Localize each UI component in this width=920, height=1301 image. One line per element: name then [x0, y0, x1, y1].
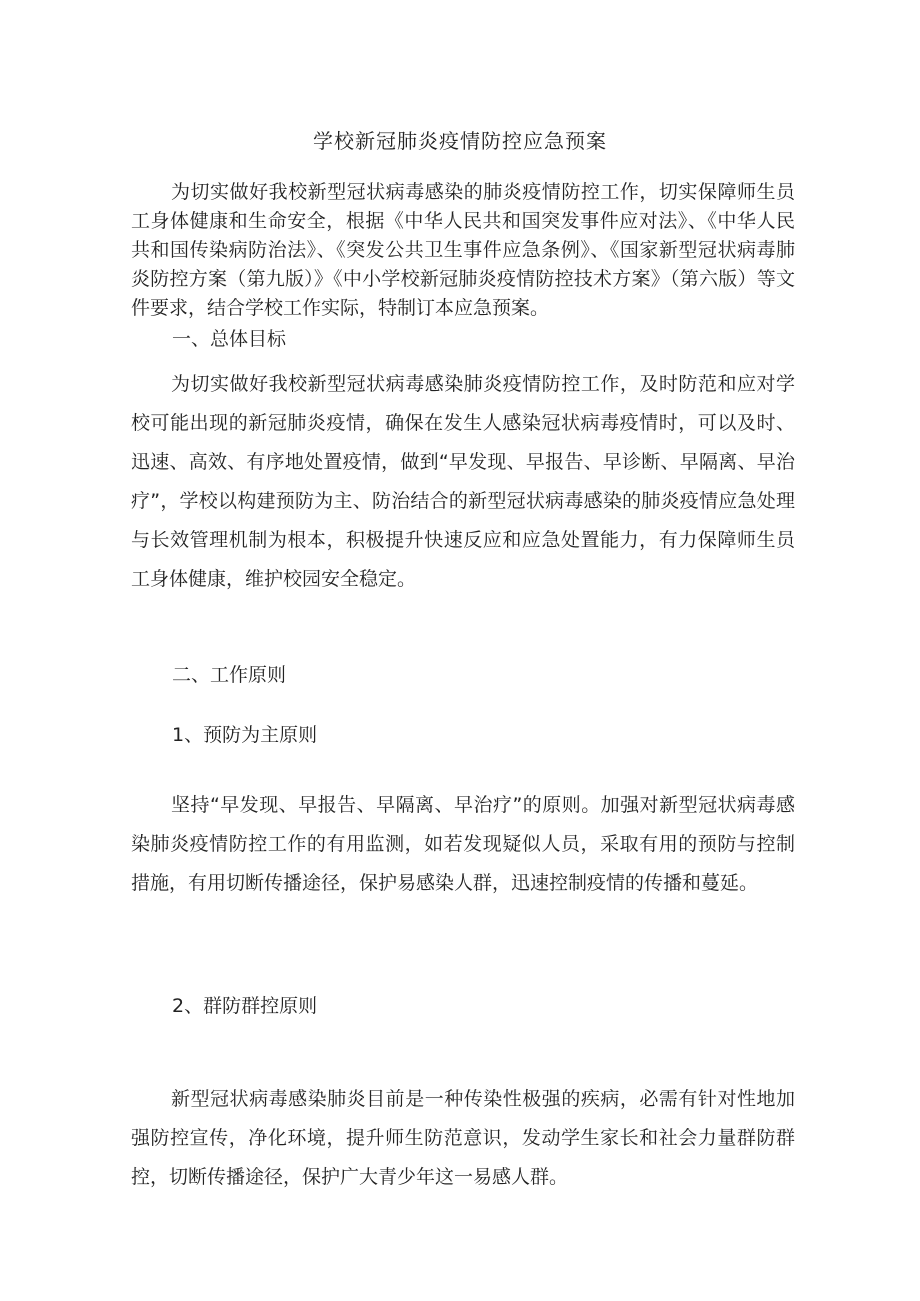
overall-goal-paragraph: 为切实做好我校新型冠状病毒感染肺炎疫情防控工作，及时防范和应对学校可能出现的新冠肺炎疫情，确保在发生人感染冠状病毒疫情时，可以及时、迅速、高效、有序地处置疫情，做到“早发现、早报告、早诊断、早隔离、早治疗”，学校以构建预防为主、防治结合的新型冠状病毒感染的肺炎疫情应急处理与长效管理机制为根本，积极提升快速反应和应急处置能力，有力保障师生员工身体健康，维护校园安全稳定。 [131, 373, 795, 590]
principle-heading-group-control: 2、群防群控原则 [172, 995, 318, 1017]
section-heading-overall-goal: 一、总体目标 [172, 328, 287, 350]
intro-paragraph: 为切实做好我校新型冠状病毒感染的肺炎疫情防控工作，切实保障师生员工身体健康和生命安全，根据《中华人民共和国突发事件应对法》、《中华人民共和国传染病防治法》、《突发公共卫生事件应急条例》、《国家新型冠状病毒肺炎防控方案（第九版）》《中小学校新冠肺炎疫情防控技术方案》（第六版）等文件要求，结合学校工作实际，特制订本应急预案。 [131, 181, 795, 319]
document-title: 学校新冠肺炎疫情防控应急预案 [313, 129, 607, 153]
section-heading-work-principles: 二、工作原则 [172, 664, 287, 686]
group-control-principle-paragraph: 新型冠状病毒感染肺炎目前是一种传染性极强的疾病，必需有针对性地加强防控宣传，净化环境，提升师生防范意识，发动学生家长和社会力量群防群控，切断传播途径，保护广大青少年这一易感人群。 [131, 1088, 795, 1188]
prevention-principle-paragraph: 坚持“早发现、早报告、早隔离、早治疗”的原则。加强对新型冠状病毒感染肺炎疫情防控工作的有用监测，如若发现疑似人员，采取有用的预防与控制措施，有用切断传播途径，保护易感染人群，迅速控制疫情的传播和蔓延。 [131, 794, 795, 894]
principle-heading-prevention: 1、预防为主原则 [172, 724, 318, 746]
